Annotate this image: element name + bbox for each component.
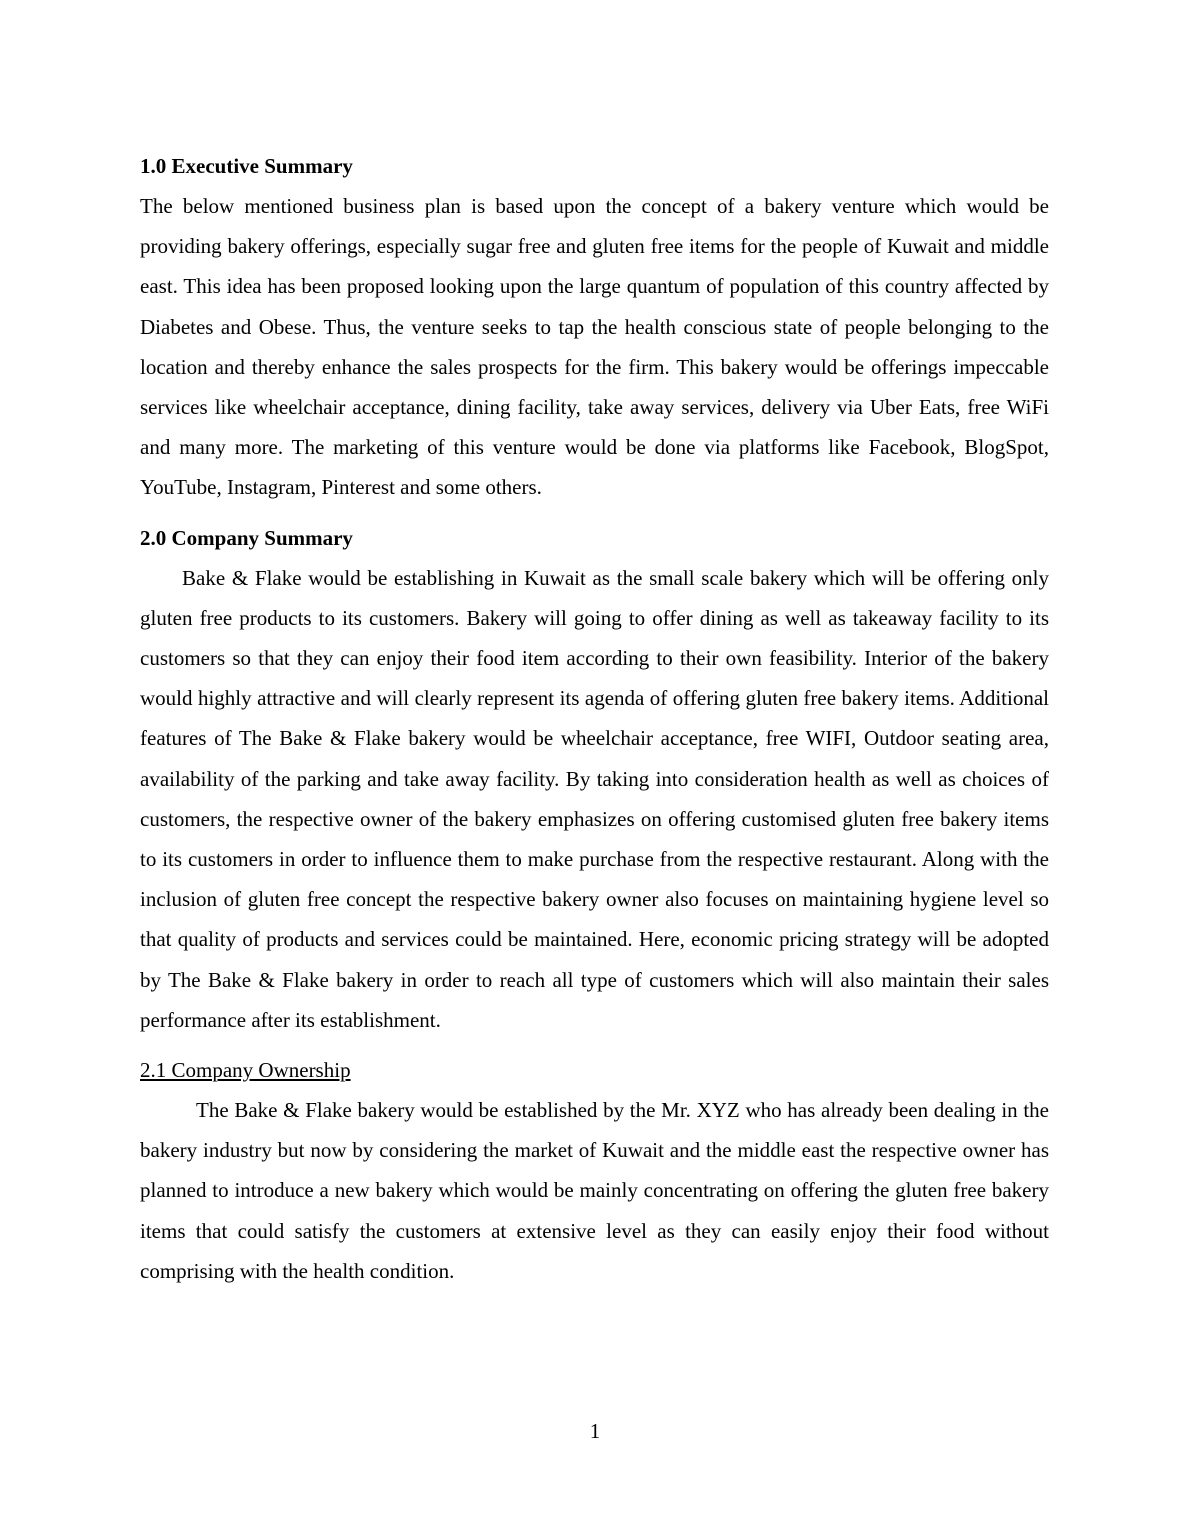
company-ownership-paragraph: The Bake & Flake bakery would be established by the Mr. XYZ who has already been dealing in the bakery industry but now by considering the market of Kuwait and the middle east the respective owner has planned to introduce a new bakery which would be mainly concentrating on offering the gluten free bakery items that could satisfy the customers at extensive level as they can easily enjoy their food without comprising with the health condition. xyxy=(140,1098,1049,1283)
executive-summary-heading: 1.0 Executive Summary xyxy=(140,154,353,178)
executive-summary-paragraph: The below mentioned business plan is based upon the concept of a bakery venture which would be providing bakery offerings, especially sugar free and gluten free items for the people of Kuwait and middle east. This idea has been proposed looking upon the large quantum of population of this country affected by Diabetes and Obese. Thus, the venture seeks to tap the health conscious state of people belonging to the location and thereby enhance the sales prospects for the firm. This bakery would be offerings impeccable services like wheelchair acceptance, dining facility, take away services, delivery via Uber Eats, free WiFi and many more. The marketing of this venture would be done via platforms like Facebook, BlogSpot, YouTube, Instagram, Pinterest and some others. xyxy=(140,194,1049,500)
page-number: 1 xyxy=(589,1419,601,1443)
company-summary-paragraph: Bake & Flake would be establishing in Kuwait as the small scale bakery which will be offering only gluten free products to its customers. Bakery will going to offer dining as well as takeaway facility to its customers so that they can enjoy their food item according to their own feasibility. Interior of the bakery would highly attractive and will clearly represent its agenda of offering gluten free bakery items. Additional features of The Bake & Flake bakery would be wheelchair acceptance, free WIFI, Outdoor seating area, availability of the parking and take away facility. By taking into consideration health as well as choices of customers, the respective owner of the bakery emphasizes on offering customised gluten free bakery items to its customers in order to influence them to make purchase from the respective restaurant. Along with the inclusion of gluten free concept the respective bakery owner also focuses on maintaining hygiene level so that quality of products and services could be maintained. Here, economic pricing strategy will be adopted by The Bake & Flake bakery in order to reach all type of customers which will also maintain their sales performance after its establishment. xyxy=(140,565,1049,1032)
company-summary-heading: 2.0 Company Summary xyxy=(140,525,353,550)
company-ownership-heading: 2.1 Company Ownership xyxy=(140,1058,351,1083)
page-content xyxy=(140,146,1049,1301)
